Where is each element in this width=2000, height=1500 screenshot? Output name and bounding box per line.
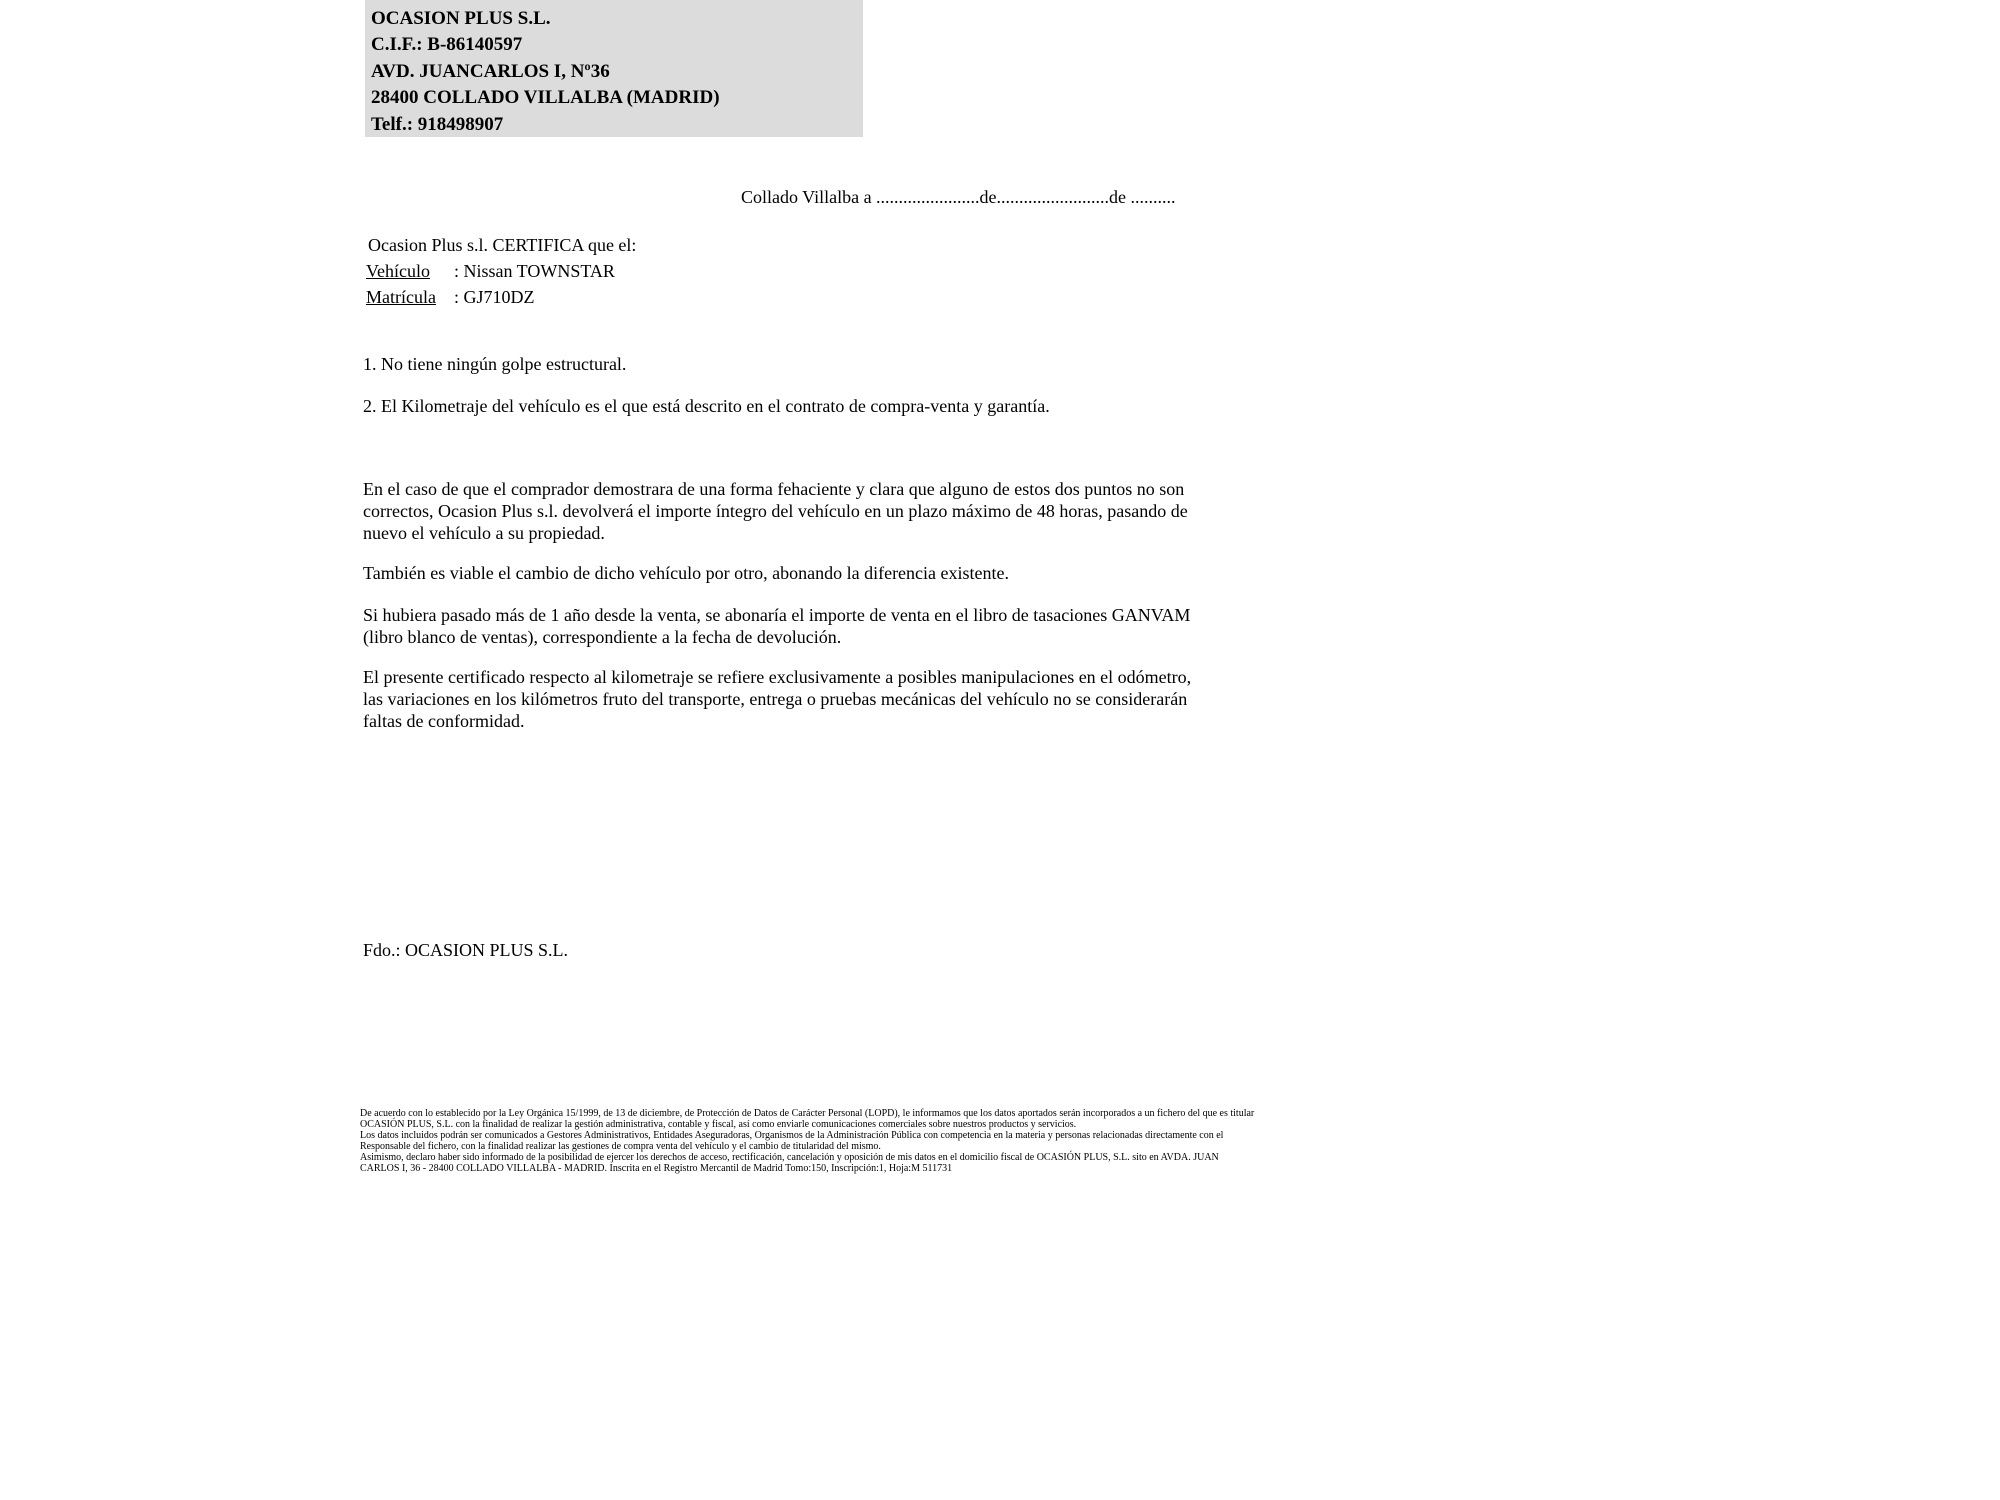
plate-label: Matrícula bbox=[366, 287, 436, 307]
certification-intro: Ocasion Plus s.l. CERTIFICA que el: bbox=[368, 235, 637, 255]
date-line: Collado Villalba a .......................de.........................de .......... bbox=[741, 187, 1176, 207]
plate-row bbox=[366, 284, 636, 310]
point-structural-damage: 1. No tiene ningún golpe estructural. bbox=[363, 354, 627, 374]
footer-line-3: Los datos incluidos podrán ser comunicados a Gestores Administrativos, Entidades Aseguradoras, Organismos de la Administración Pública con competencia en la materia y personas relacionadas directamente con el bbox=[360, 1130, 1224, 1141]
footer-line-4: Responsable del fichero, con la finalidad realizar las gestiones de compra venta del vehículo y el cambio de titularidad del mismo. bbox=[360, 1141, 881, 1152]
signature-line: Fdo.: OCASION PLUS S.L. bbox=[363, 940, 569, 960]
footer-line-1: De acuerdo con lo establecido por la Ley Orgánica 15/1999, de 13 de diciembre, de Protección de Datos de Carácter Personal (LOPD), le informamos que los datos aportados serán incorporados a un fichero del que es titular bbox=[360, 1108, 1255, 1119]
vehicle-label: Vehículo bbox=[366, 261, 430, 281]
company-address: AVD. JUANCARLOS I, Nº36 bbox=[371, 60, 610, 82]
footer-line-2: OCASIÓN PLUS, S.L. con la finalidad de realizar la gestión administrativa, contable y fiscal, así como enviarle comunicaciones comerciales sobre nuestros productos y servicios. bbox=[360, 1119, 1077, 1130]
footer-line-6: CARLOS I, 36 - 28400 COLLADO VILLALBA - MADRID. Inscrita en el Registro Mercantil de Madrid Tomo:150, Inscripción:1, Hoja:M 511731 bbox=[360, 1163, 953, 1174]
company-phone: Telf.: 918498907 bbox=[371, 113, 504, 135]
paragraph-ganvam-valuation: Si hubiera pasado más de 1 año desde la venta, se abonaría el importe de venta en el libro de tasaciones GANVAM (libro blanco de ventas), correspondiente a la fecha de devolución. bbox=[363, 605, 1191, 647]
company-name: OCASION PLUS S.L. bbox=[371, 8, 551, 29]
certification-block bbox=[366, 232, 636, 310]
vehicle-label-cell bbox=[366, 258, 454, 284]
paragraph-odometer-disclaimer: El presente certificado respecto al kilometraje se refiere exclusivamente a posibles manipulaciones en el odómetro, las variaciones en los kilómetros fruto del transporte, entrega o pruebas mecánicas del vehículo no se considerarán faltas de conformidad. bbox=[363, 667, 1192, 731]
plate-value: : GJ710DZ bbox=[454, 287, 535, 307]
company-letterhead bbox=[365, 0, 863, 137]
legal-footer bbox=[360, 1108, 1260, 1174]
company-city: 28400 COLLADO VILLALBA (MADRID) bbox=[371, 87, 720, 109]
vehicle-value: : Nissan TOWNSTAR bbox=[454, 261, 615, 281]
point-mileage: 2. El Kilometraje del vehículo es el que está descrito en el contrato de compra-venta y garantía. bbox=[363, 396, 1050, 416]
paragraph-vehicle-exchange: También es viable el cambio de dicho vehículo por otro, abonando la diferencia existente. bbox=[363, 563, 1010, 583]
footer-line-5: Asimismo, declaro haber sido informado de la posibilidad de ejercer los derechos de acceso, rectificación, cancelación y oposición de mis datos en el domicilio fiscal de OCASIÓN PLUS, S.L. sito en AVDA. JUAN bbox=[360, 1152, 1219, 1163]
company-cif: C.I.F.: B-86140597 bbox=[371, 34, 523, 56]
plate-label-cell bbox=[366, 284, 454, 310]
vehicle-row bbox=[366, 258, 636, 284]
paragraph-refund-policy: En el caso de que el comprador demostrara de una forma fehaciente y clara que alguno de estos dos puntos no son correctos, Ocasion Plus s.l. devolverá el importe íntegro del vehículo en un plazo máximo de 48 horas, pasando de nuevo el vehículo a su propiedad. bbox=[363, 479, 1188, 543]
